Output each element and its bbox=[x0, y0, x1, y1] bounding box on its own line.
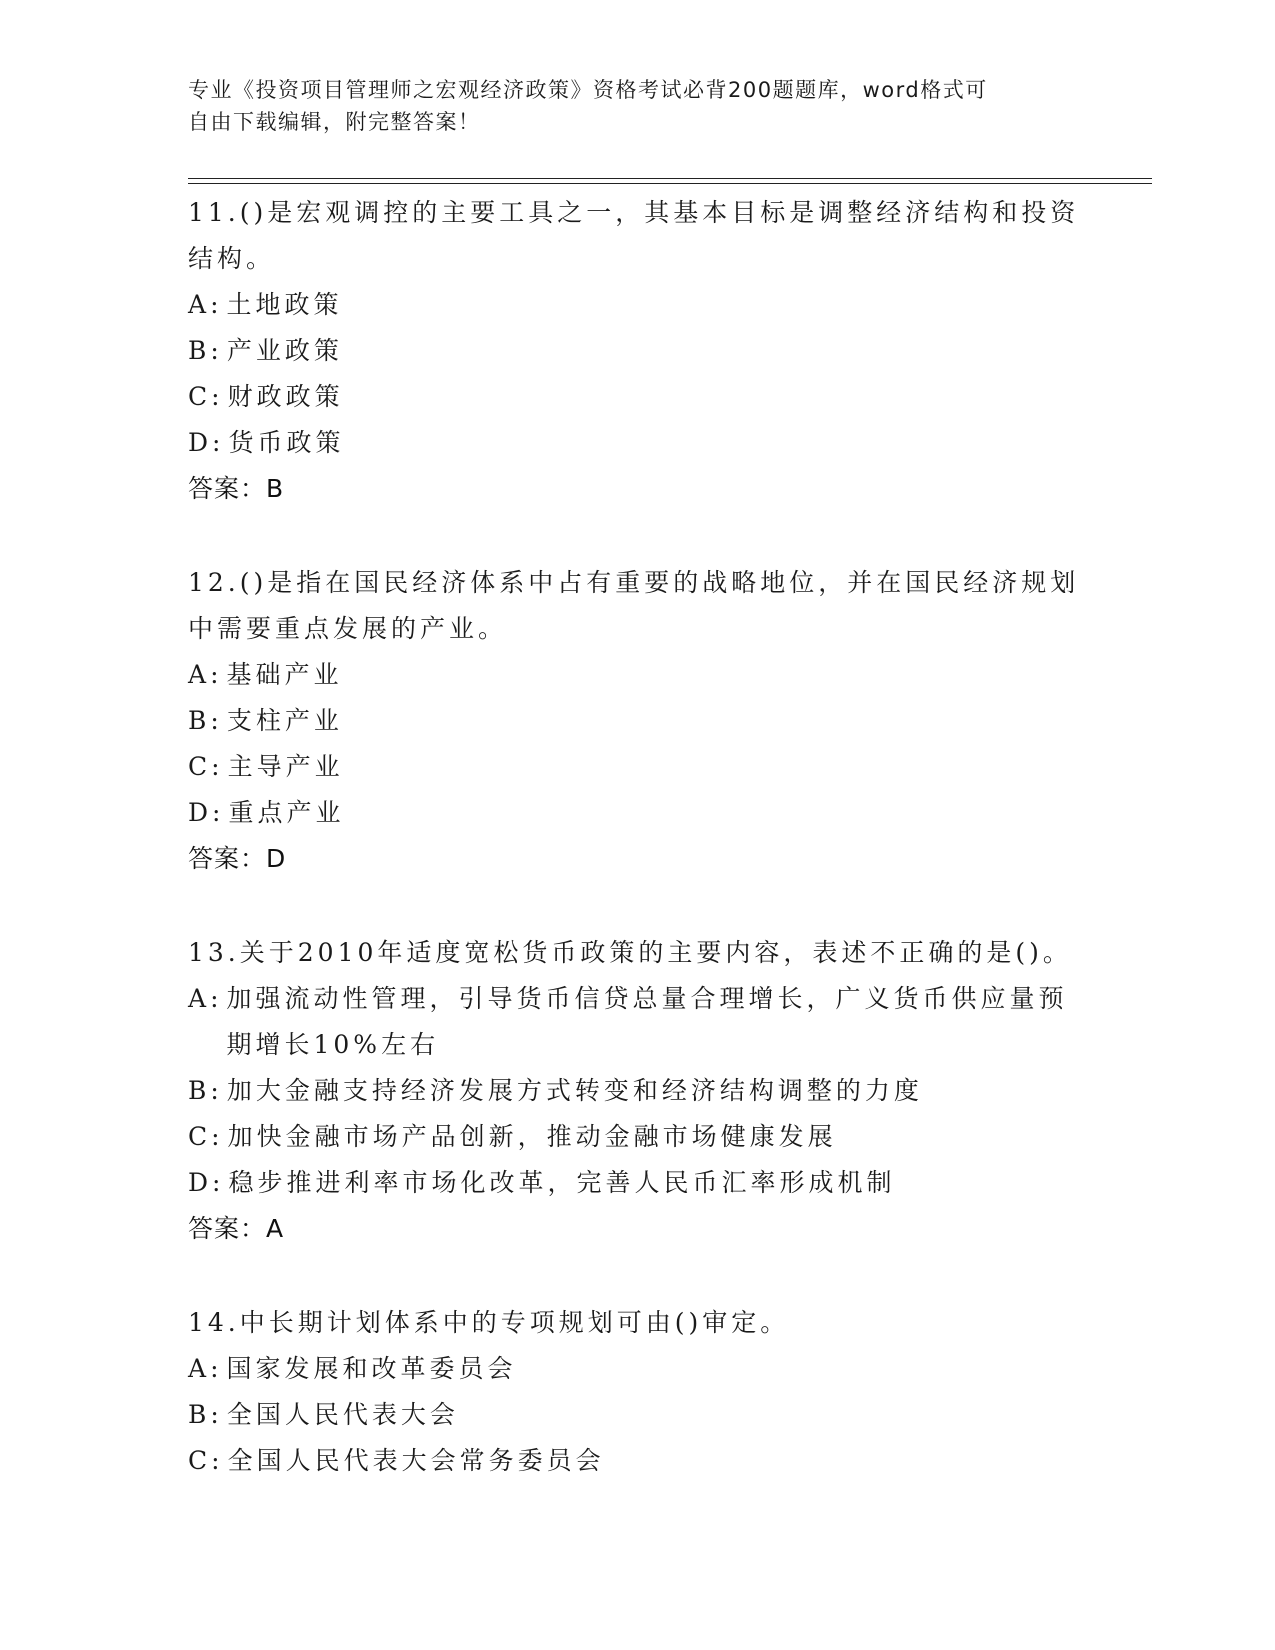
answer-line: 答案：B bbox=[188, 474, 285, 503]
header-line-2: 自由下载编辑，附完整答案！ bbox=[188, 110, 481, 134]
option-b: B : 加大金融支持经济发展方式转变和经济结构调整的力度 bbox=[188, 1068, 1088, 1114]
option-letter: A bbox=[188, 290, 211, 319]
option-text: 加快金融市场产品创新，推动金融市场健康发展 bbox=[227, 1122, 837, 1151]
question-stem: 11.()是宏观调控的主要工具之一，其基本目标是调整经济结构和投资结构。 bbox=[188, 198, 1080, 273]
option-b: B : 产业政策 bbox=[188, 328, 1088, 374]
option-letter: B bbox=[188, 1076, 211, 1105]
question-13 bbox=[188, 930, 1088, 1252]
option-c: C : 财政政策 bbox=[188, 374, 1088, 420]
option-a: A : 加强流动性管理，引导货币信贷总量合理增长，广义货币供应量预期增长10%左右 bbox=[188, 976, 1088, 1068]
option-d: D : 重点产业 bbox=[188, 790, 1088, 836]
option-text: 产业政策 bbox=[226, 336, 343, 365]
option-text: 国家发展和改革委员会 bbox=[226, 1354, 517, 1383]
option-text: 稳步推进利率市场化改革，完善人民币汇率形成机制 bbox=[228, 1168, 896, 1197]
option-a: A : 国家发展和改革委员会 bbox=[188, 1346, 1088, 1392]
option-text: 主导产业 bbox=[227, 752, 344, 781]
option-text: 财政政策 bbox=[227, 382, 344, 411]
question-stem: 13.关于2010年适度宽松货币政策的主要内容，表述不正确的是()。 bbox=[188, 938, 1072, 967]
option-d: D : 货币政策 bbox=[188, 420, 1088, 466]
option-text: 全国人民代表大会常务委员会 bbox=[227, 1446, 605, 1475]
option-letter: D bbox=[188, 1168, 213, 1197]
option-letter: B bbox=[188, 336, 211, 365]
question-12 bbox=[188, 560, 1088, 882]
option-b: B : 支柱产业 bbox=[188, 698, 1088, 744]
option-letter: A bbox=[188, 1354, 211, 1383]
option-letter: A bbox=[188, 660, 211, 689]
option-letter: D bbox=[188, 798, 213, 827]
option-text: 加强流动性管理，引导货币信贷总量合理增长，广义货币供应量预期增长10%左右 bbox=[226, 984, 1068, 1059]
option-letter: C bbox=[188, 1446, 212, 1475]
option-c: C : 加快金融市场产品创新，推动金融市场健康发展 bbox=[188, 1114, 1088, 1160]
question-stem: 14.中长期计划体系中的专项规划可由()审定。 bbox=[188, 1308, 790, 1337]
option-letter: C bbox=[188, 382, 212, 411]
option-a: A : 基础产业 bbox=[188, 652, 1088, 698]
option-d: D : 稳步推进利率市场化改革，完善人民币汇率形成机制 bbox=[188, 1160, 1088, 1206]
option-text: 支柱产业 bbox=[226, 706, 343, 735]
option-c: C : 全国人民代表大会常务委员会 bbox=[188, 1438, 1088, 1484]
option-letter: D bbox=[188, 428, 213, 457]
question-11 bbox=[188, 190, 1088, 512]
answer-line: 答案：A bbox=[188, 1214, 285, 1243]
option-text: 重点产业 bbox=[228, 798, 345, 827]
option-c: C : 主导产业 bbox=[188, 744, 1088, 790]
option-text: 基础产业 bbox=[226, 660, 343, 689]
option-text: 货币政策 bbox=[228, 428, 345, 457]
option-letter: B bbox=[188, 706, 211, 735]
option-letter: B bbox=[188, 1400, 211, 1429]
option-text: 加大金融支持经济发展方式转变和经济结构调整的力度 bbox=[226, 1076, 923, 1105]
option-letter: C bbox=[188, 1122, 212, 1151]
answer-line: 答案：D bbox=[188, 844, 287, 873]
question-stem: 12.()是指在国民经济体系中占有重要的战略地位，并在国民经济规划中需要重点发展的产业。 bbox=[188, 568, 1080, 643]
document-header bbox=[188, 74, 1068, 138]
option-b: B : 全国人民代表大会 bbox=[188, 1392, 1088, 1438]
header-rule-bottom bbox=[188, 183, 1152, 184]
option-text: 土地政策 bbox=[226, 290, 343, 319]
question-14 bbox=[188, 1300, 1088, 1484]
question-list bbox=[188, 190, 1088, 1532]
option-letter: A bbox=[188, 984, 211, 1013]
option-letter: C bbox=[188, 752, 212, 781]
header-line-1: 专业《投资项目管理师之宏观经济政策》资格考试必背200题题库，word格式可 bbox=[188, 78, 988, 102]
header-rule-top bbox=[188, 178, 1152, 179]
option-text: 全国人民代表大会 bbox=[226, 1400, 459, 1429]
option-a: A : 土地政策 bbox=[188, 282, 1088, 328]
